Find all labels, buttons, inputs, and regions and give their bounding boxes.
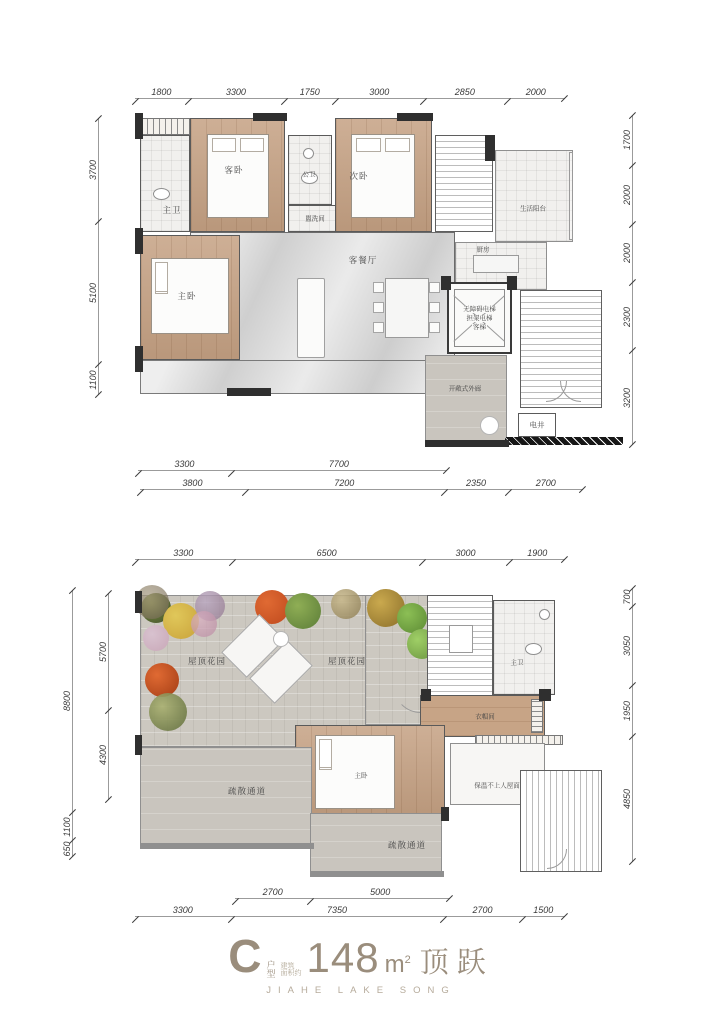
stair-landing bbox=[449, 625, 473, 653]
floor2-bottom-dimension-row-outer bbox=[135, 902, 565, 920]
dim-segment: 1900 bbox=[509, 545, 565, 563]
dim-segment: 3800 bbox=[140, 475, 245, 493]
room-label-roof-garden-right: 屋顶花园 bbox=[327, 656, 367, 666]
room-label-master-bath: 主卫 bbox=[162, 205, 182, 215]
dim-segment: 3300 bbox=[188, 84, 285, 102]
elevator-label-line1: 无障碍电梯 bbox=[463, 305, 496, 313]
dim-segment: 7350 bbox=[231, 902, 444, 920]
dim-segment: 5700 bbox=[98, 593, 112, 711]
dim-segment: 2000 bbox=[507, 84, 566, 102]
roof-floor-plan bbox=[135, 585, 605, 880]
dim-segment: 6500 bbox=[232, 545, 422, 563]
room-label-master-bedroom: 主卧 bbox=[177, 291, 197, 301]
dim-segment: 2700 bbox=[443, 902, 521, 920]
dim-segment: 5100 bbox=[88, 222, 102, 365]
room-label-kitchen: 厨房 bbox=[476, 246, 490, 254]
dim-segment: 3000 bbox=[335, 84, 423, 102]
floor2-left-inner-dimension-column bbox=[98, 593, 112, 800]
dim-segment: 3300 bbox=[135, 545, 232, 563]
dim-segment: 4300 bbox=[98, 711, 112, 800]
room-label-insulated-roof: 保温不上人屋面 bbox=[474, 782, 520, 790]
wash-basin bbox=[303, 148, 314, 159]
dim-segment: 1950 bbox=[622, 685, 636, 736]
project-subtitle: JIAHE LAKE SONG bbox=[266, 985, 456, 996]
room-label-roof-garden-left: 屋顶花园 bbox=[187, 656, 227, 666]
guest-bed bbox=[207, 134, 269, 218]
floor2-right-dimension-column bbox=[622, 588, 636, 862]
master-bathroom bbox=[140, 135, 190, 232]
area-value: 148 bbox=[306, 934, 380, 981]
dim-segment: 3200 bbox=[622, 351, 636, 445]
dim-segment: 2000 bbox=[622, 224, 636, 283]
dim-segment: 3300 bbox=[138, 456, 231, 474]
room-label-cloakroom: 衣帽间 bbox=[475, 713, 495, 721]
room-label-electric-shaft: 电井 bbox=[529, 420, 545, 430]
elevator-shaft bbox=[447, 282, 512, 354]
dim-segment: 3700 bbox=[88, 118, 102, 222]
room-label-roof-master-bath: 主卫 bbox=[510, 659, 524, 667]
dim-segment: 3050 bbox=[622, 606, 636, 685]
floor1-bottom-dimension-row-inner bbox=[138, 456, 447, 474]
sofa bbox=[297, 278, 325, 358]
dim-segment: 2700 bbox=[235, 884, 310, 902]
dining-chair bbox=[429, 302, 440, 313]
elevator-label-line3: 客梯 bbox=[473, 323, 486, 331]
room-label-service-balcony: 生活阳台 bbox=[520, 205, 546, 213]
room-label-guest-bedroom: 客卧 bbox=[224, 165, 244, 175]
floor2-top-dimension-row bbox=[135, 545, 565, 563]
dim-segment: 8800 bbox=[62, 590, 76, 813]
dim-segment: 3000 bbox=[422, 545, 510, 563]
area-note: 建筑 面积约 bbox=[280, 963, 302, 978]
room-label-evac-bottom: 疏散通道 bbox=[387, 840, 427, 850]
floor1-left-dimension-column bbox=[88, 118, 102, 395]
floor1-top-dimension-row bbox=[135, 84, 565, 102]
dim-segment: 2850 bbox=[423, 84, 506, 102]
dim-segment: 1800 bbox=[135, 84, 188, 102]
unit-type-label: 户 型 bbox=[266, 960, 276, 980]
dim-segment: 1750 bbox=[284, 84, 335, 102]
service-balcony bbox=[495, 150, 573, 242]
toilet bbox=[525, 643, 542, 655]
dining-chair bbox=[373, 282, 384, 293]
dim-segment: 5000 bbox=[310, 884, 450, 902]
room-label-roof-master-bedroom: 主卧 bbox=[354, 772, 368, 780]
floor2-bottom-dimension-row-inner bbox=[235, 884, 450, 902]
room-label-public-bath: 公卫 bbox=[302, 171, 316, 179]
lower-corridor bbox=[140, 360, 455, 394]
wardrobe-strip bbox=[140, 118, 190, 135]
lower-floor-plan bbox=[135, 110, 605, 450]
room-label-evac-left: 疏散通道 bbox=[227, 786, 267, 796]
unit-type-letter: C bbox=[228, 930, 262, 982]
dim-segment: 7700 bbox=[231, 456, 447, 474]
dim-segment: 2350 bbox=[444, 475, 509, 493]
dim-segment: 4850 bbox=[622, 736, 636, 862]
side-table bbox=[273, 631, 289, 647]
stove-counter bbox=[473, 255, 519, 273]
toilet bbox=[153, 188, 170, 200]
dim-segment: 1700 bbox=[622, 115, 636, 165]
room-label-second-bedroom: 次卧 bbox=[349, 171, 369, 181]
balcony-railing bbox=[569, 152, 573, 240]
area-unit: $m^2$ bbox=[384, 951, 411, 978]
dim-segment: 1100 bbox=[62, 813, 76, 841]
room-label-living-dining: 客餐厅 bbox=[348, 255, 378, 265]
cloakroom-wardrobe bbox=[531, 699, 543, 733]
dining-chair bbox=[373, 322, 384, 333]
dim-segment: 2700 bbox=[508, 475, 583, 493]
dim-segment: 7200 bbox=[245, 475, 444, 493]
dim-segment: 1100 bbox=[88, 364, 102, 395]
evacuation-passage-left bbox=[140, 747, 312, 847]
room-label-laundry: 盥洗间 bbox=[305, 215, 325, 223]
unit-title bbox=[0, 930, 722, 984]
dim-segment: 2300 bbox=[622, 283, 636, 351]
dim-segment: 700 bbox=[622, 588, 636, 606]
room-label-open-corridor: 开敞式外廊 bbox=[448, 385, 482, 393]
dining-chair bbox=[429, 282, 440, 293]
dining-table bbox=[385, 278, 429, 338]
dining-chair bbox=[429, 322, 440, 333]
floor1-bottom-dimension-row-outer bbox=[140, 475, 583, 493]
floor1-right-dimension-column bbox=[622, 115, 636, 445]
dining-chair bbox=[373, 302, 384, 313]
dim-segment: 650 bbox=[62, 841, 76, 857]
elevator-label-line2: 担架电梯 bbox=[466, 314, 493, 322]
shaft-wall-hatch bbox=[505, 437, 623, 445]
corridor-basin bbox=[480, 416, 499, 435]
wash-basin bbox=[539, 609, 550, 620]
unit-suffix: 顶跃 bbox=[419, 947, 494, 979]
dim-segment: 3300 bbox=[135, 902, 231, 920]
dim-segment: 2000 bbox=[622, 165, 636, 224]
floor2-left-outer-dimension-column bbox=[62, 590, 76, 857]
dim-segment: 1500 bbox=[522, 902, 565, 920]
